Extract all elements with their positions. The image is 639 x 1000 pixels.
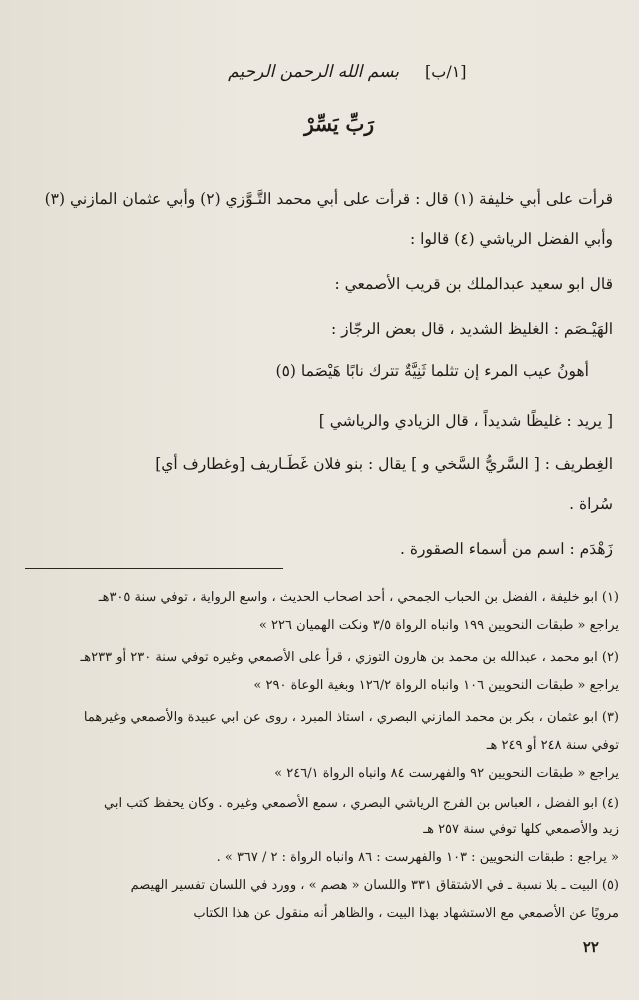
- main-text-line: الغِطريف : [ السَّريُّ السَّخي و ] يقال : بنو فلان غَطَـاريف [وغطارف أي]: [155, 455, 613, 473]
- footnote-line: (١) ابو خليفة ، الفضل بن الحباب الجمحي ، أحد اصحاب الحديث ، واسع الرواية ، توفي سنة ٣٠٥هـ: [98, 590, 619, 605]
- footnote-line: (٥) البيت ـ بلا نسبة ـ في الاشتقاق ٣٣١ واللسان « هصم » ، وورد في اللسان تفسير الهيصم: [130, 878, 619, 893]
- footnote-line: يراجع « طبقات النحويين ١٩٩ وانباه الرواة ٣/٥ ونكت الهميان ٢٢٦ »: [258, 618, 619, 633]
- main-text-line: [ يريد : غليظًا شديداً ، قال الزيادي والرياشي ]: [318, 412, 613, 430]
- invocation-heading: رَبِّ يَسِّرْ: [304, 112, 374, 136]
- main-text-line: الهَيْـصَم : الغليظ الشديد ، قال بعض الرجّاز :: [330, 320, 613, 338]
- footnote-line: يراجع « طبقات النحويين ٩٢ والفهرست ٨٤ وانباه الرواة ٢٤٦/١ »: [274, 766, 619, 781]
- basmala-heading: بسم الله الرحمن الرحيم: [228, 62, 399, 82]
- main-text-line: قرأت على أبي خليفة (١) قال : قرأت على أبي محمد التَّـوَّزي (٢) وأبي عثمان المازني (٣): [44, 190, 613, 208]
- folio-marker: [١/ب]: [425, 62, 467, 81]
- poetry-verse: أهونُ عيب المرء إن تثلما ثَنِيَّةٌ تترك نابًا هَيْصَما (٥): [275, 362, 589, 380]
- footnote-line: يراجع « طبقات النحويين ١٠٦ وانباه الرواة ١٢٦/٢ وبغية الوعاة ٢٩٠ »: [253, 678, 619, 693]
- main-text-line: قال ابو سعيد عبدالملك بن قريب الأصمعي :: [334, 275, 613, 293]
- footnote-line: (٣) ابو عثمان ، بكر بن محمد المازني البصري ، استاذ المبرد ، روى عن ابي عبيدة والأصمعي وغيرهما: [83, 710, 619, 725]
- main-text-line: وأبي الفضل الرياشي (٤) قالوا :: [409, 230, 613, 248]
- main-text-line: سُراة .: [569, 495, 613, 513]
- footnote-line: توفي سنة ٢٤٨ أو ٢٤٩ هـ: [486, 738, 619, 753]
- footnote-line: زيد والأصمعي كلها توفي سنة ٢٥٧ هـ: [423, 822, 619, 837]
- main-text-line: زَهْدَم : اسم من أسماء الصقورة .: [399, 540, 613, 558]
- footnote-line: « يراجع : طبقات النحويين : ١٠٣ والفهرست : ٨٦ وانباه الرواة : ٢ / ٣٦٧ » .: [216, 850, 619, 865]
- footnote-divider: [25, 568, 283, 569]
- page-number: ٢٢: [582, 938, 599, 956]
- footnote-line: (٢) ابو محمد ، عبدالله بن محمد بن هارون التوزي ، قرأ على الأصمعي وغيره توفي سنة ٢٣٠ أو ٢٣٣هـ: [80, 650, 619, 665]
- footnote-line: (٤) ابو الفضل ، العباس بن الفرج الرياشي البصري ، سمع الأصمعي وغيره . وكان يحفظ كتب ابي: [104, 796, 619, 811]
- footnote-line: مرويًا عن الأصمعي مع الاستشهاد بهذا البيت ، والظاهر أنه منقول عن هذا الكتاب: [193, 906, 619, 921]
